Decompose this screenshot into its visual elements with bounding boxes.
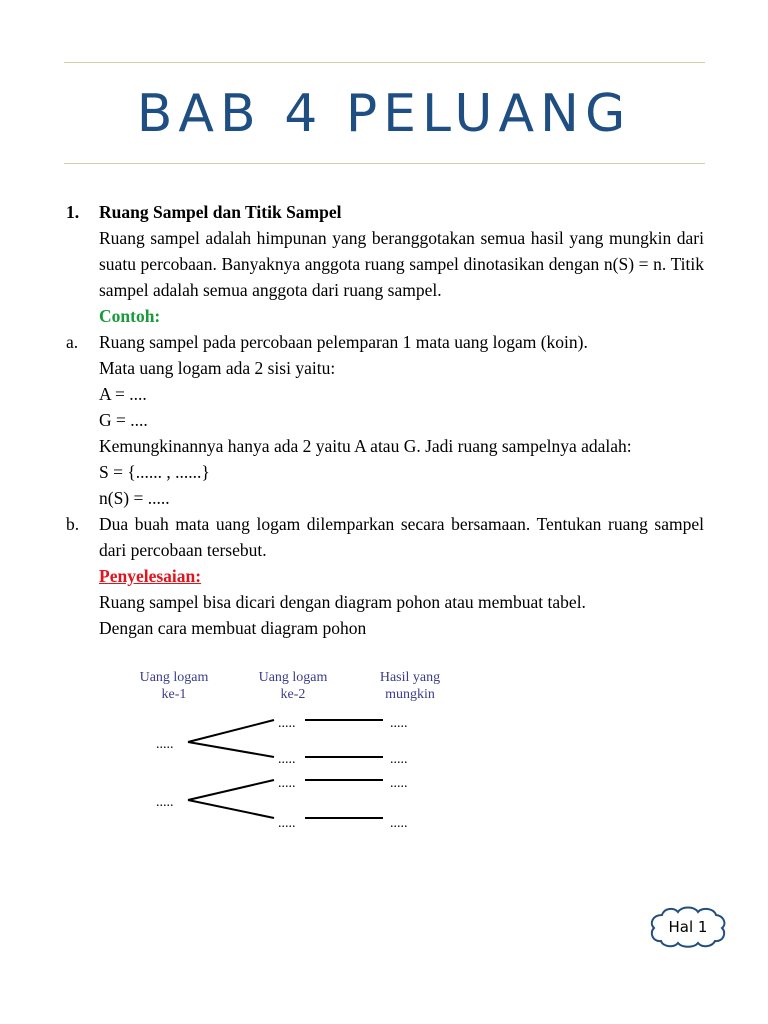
item-a-line4: G = .... bbox=[99, 410, 148, 430]
section-paragraph: Ruang sampel adalah himpunan yang beranggotakan semua hasil yang mungkin dari suatu percobaan. Banyaknya anggota ruang sampel dinotasikan dengan n(S) = n. Titik sampel adalah semua anggota dari ruang sampel. bbox=[99, 228, 704, 300]
item-b-line2: Ruang sampel bisa dicari dengan diagram pohon atau membuat tabel. bbox=[99, 592, 586, 612]
section-heading-text: Ruang Sampel dan Titik Sampel bbox=[99, 202, 342, 222]
branch-1: ..... bbox=[278, 716, 296, 731]
item-a-line3: A = .... bbox=[99, 384, 147, 404]
tree-diagram bbox=[130, 665, 441, 835]
tree-line-1a bbox=[188, 720, 274, 742]
col2-header-line1: Uang logam bbox=[258, 670, 328, 685]
result-4: ..... bbox=[390, 816, 408, 831]
col1-header-line2: ke-1 bbox=[161, 687, 187, 702]
result-2: ..... bbox=[390, 752, 408, 767]
section-heading bbox=[66, 199, 704, 225]
item-a-line5: Kemungkinannya hanya ada 2 yaitu A atau G. Jadi ruang sampelnya adalah: bbox=[99, 436, 632, 456]
branch-2: ..... bbox=[278, 752, 296, 767]
page-title: BAB 4 PELUANG bbox=[136, 84, 632, 144]
item-b-line1: Dua buah mata uang logam dilemparkan secara bersamaan. Tentukan ruang sampel dari percobaan tersebut. bbox=[99, 514, 704, 560]
bottom-rule bbox=[64, 163, 705, 164]
item-a-line7: n(S) = ..... bbox=[99, 488, 170, 508]
item-a-line2: Mata uang logam ada 2 sisi yaitu: bbox=[99, 358, 336, 378]
tree-line-1b bbox=[188, 742, 274, 757]
item-a-line6: S = {...... , ......} bbox=[99, 462, 210, 482]
example-label: Contoh: bbox=[99, 306, 161, 326]
page-number: Hal 1 bbox=[668, 918, 708, 936]
item-b-line3: Dengan cara membuat diagram pohon bbox=[99, 618, 367, 638]
solution-label: Penyelesaian: bbox=[99, 566, 202, 586]
item-a-line1: Ruang sampel pada percobaan pelemparan 1 mata uang logam (koin). bbox=[99, 332, 588, 352]
item-a-body bbox=[99, 329, 704, 511]
result-3: ..... bbox=[390, 776, 408, 791]
col3-header-line2: mungkin bbox=[385, 687, 435, 702]
branch-3: ..... bbox=[278, 776, 296, 791]
root-2: ..... bbox=[156, 795, 174, 810]
branch-4: ..... bbox=[278, 816, 296, 831]
section-number: 1. bbox=[66, 202, 80, 222]
col3-header-line1: Hasil yang bbox=[379, 670, 441, 685]
section-content bbox=[66, 199, 704, 641]
col1-header-line1: Uang logam bbox=[139, 670, 209, 685]
tree-line-2b bbox=[188, 800, 274, 818]
item-b-label: b. bbox=[66, 514, 80, 534]
item-b bbox=[66, 511, 704, 641]
item-a bbox=[66, 329, 704, 511]
result-1: ..... bbox=[390, 716, 408, 731]
col2-header-line2: ke-2 bbox=[280, 687, 306, 702]
item-b-body bbox=[99, 511, 704, 641]
top-rule bbox=[64, 62, 705, 63]
root-1: ..... bbox=[156, 737, 174, 752]
item-a-label: a. bbox=[66, 332, 79, 352]
tree-line-2a bbox=[188, 780, 274, 800]
page-badge bbox=[648, 905, 728, 949]
